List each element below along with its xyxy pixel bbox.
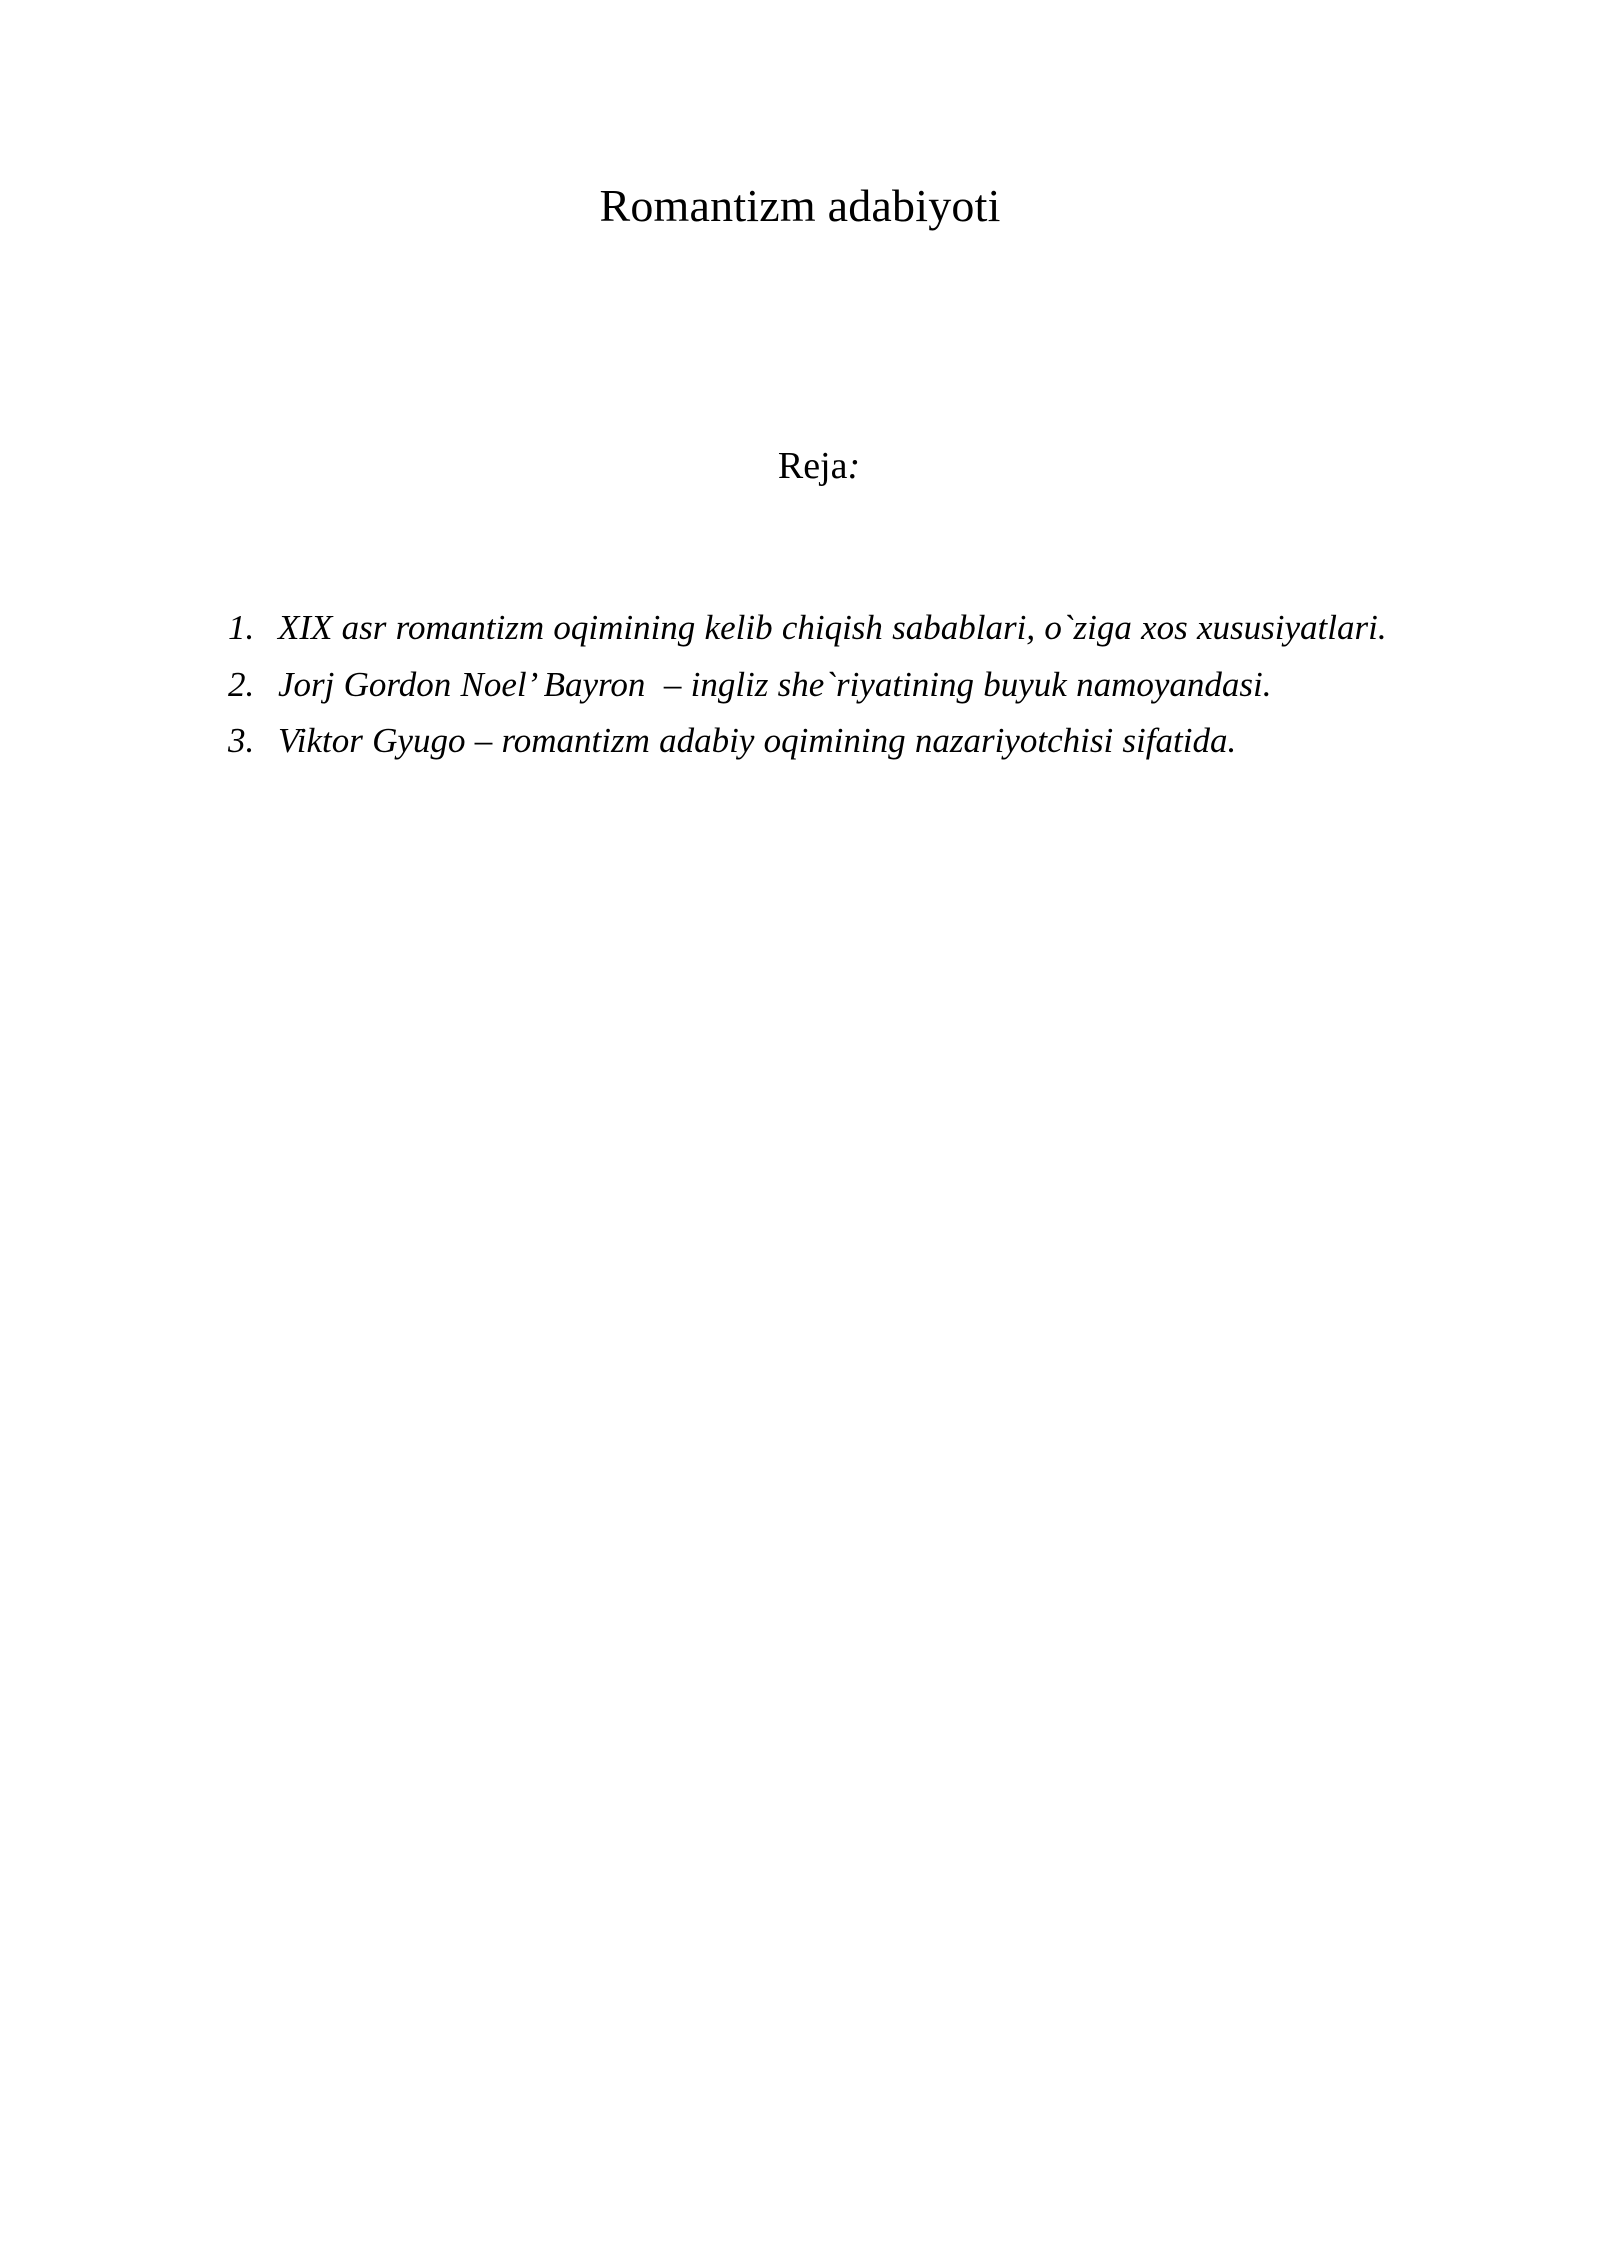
list-item — [228, 657, 1408, 714]
list-item — [228, 713, 1408, 770]
reja-heading — [0, 398, 1600, 535]
page-title: Romantizm adabiyoti — [599, 179, 1001, 231]
reja-list — [228, 600, 1408, 770]
reja-heading-colon: : — [847, 444, 861, 487]
list-item-text: XIX asr romantizm oqimining kelib chiqish sabablari, o`ziga xos xususiyatlari. — [278, 608, 1387, 647]
list-item-number: 3. — [228, 721, 255, 761]
list-item-text: Viktor Gyugo – romantizm adabiy oqimining nazariyotchisi sifatida. — [278, 721, 1237, 761]
list-item-number: 1. — [228, 608, 255, 647]
list-item-text: Jorj Gordon Noel’ Bayron – ingliz she`riyatining buyuk namoyandasi. — [278, 664, 1272, 704]
list-item-number: 2. — [228, 664, 255, 704]
reja-heading-word: Reja — [777, 444, 848, 487]
list-item — [228, 600, 1408, 657]
